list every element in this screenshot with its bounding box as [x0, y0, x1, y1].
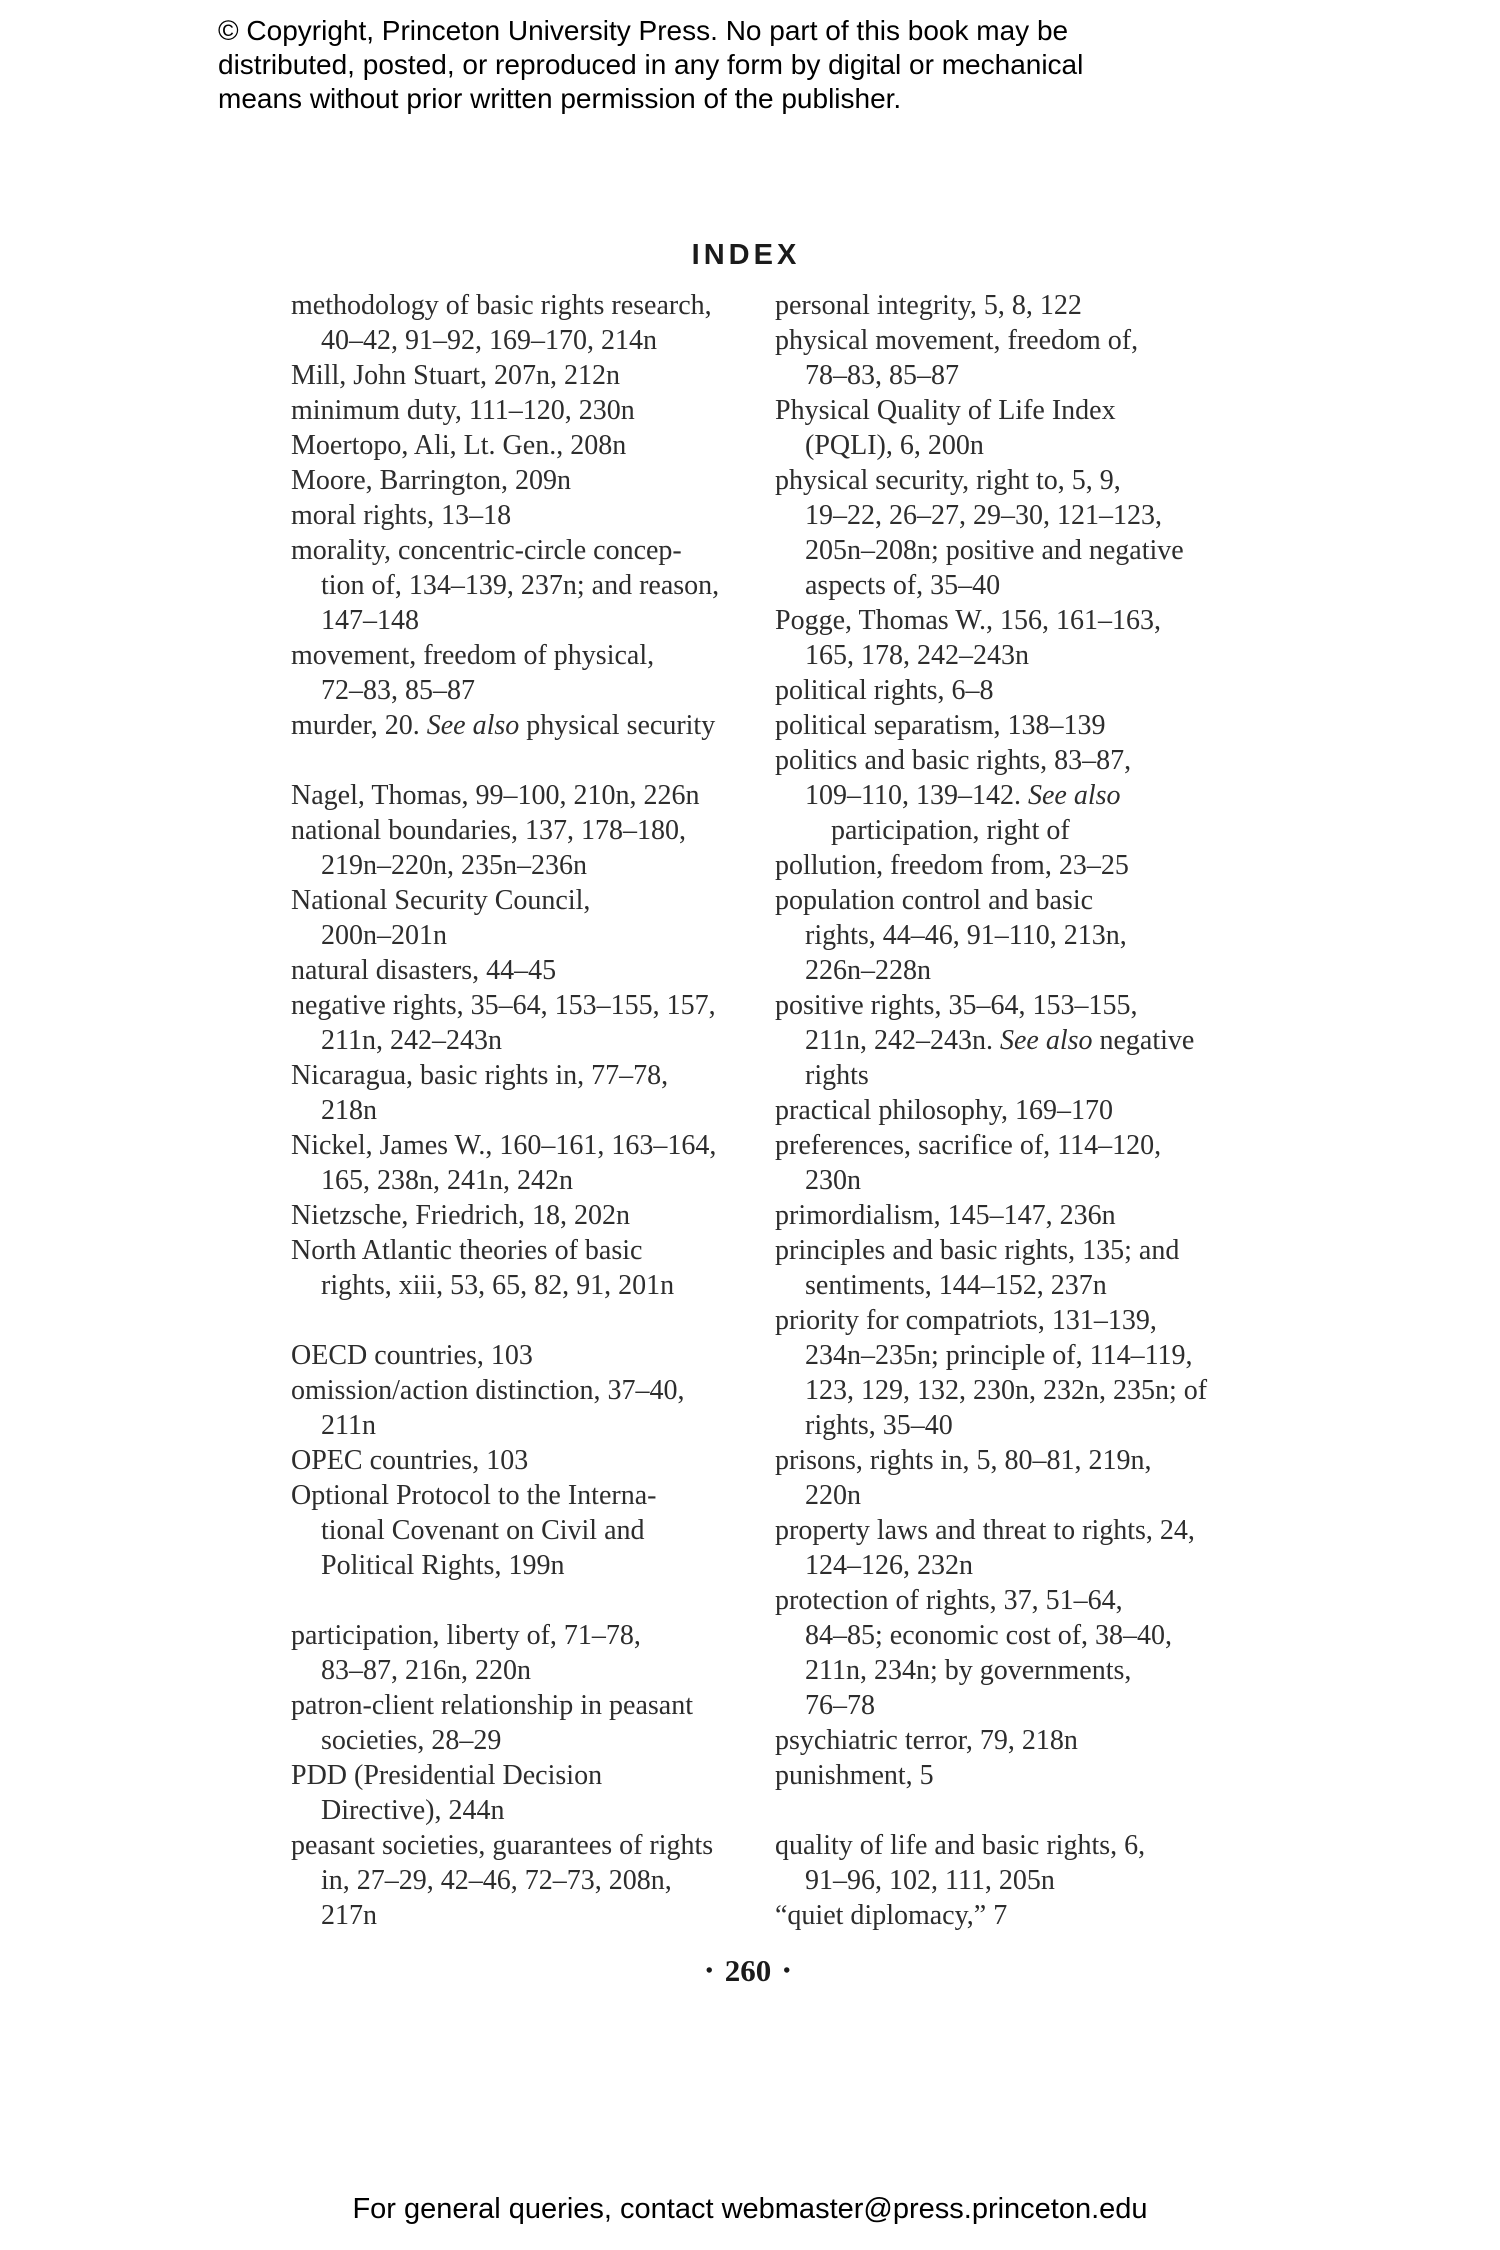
index-entry-line: physical security, right to, 5, 9, [775, 465, 1121, 496]
index-entry-line: negative rights, 35–64, 153–155, 157, [291, 990, 716, 1021]
index-entry-line: preferences, sacrifice of, 114–120, [775, 1130, 1162, 1161]
index-entry-line: 123, 129, 132, 230n, 232n, 235n; of [805, 1375, 1208, 1406]
index-entry-line: North Atlantic theories of basic [291, 1235, 643, 1266]
index-entry-line: Physical Quality of Life Index [775, 395, 1116, 426]
index-entry-line: political separatism, 138–139 [775, 710, 1106, 741]
index-entry-line: Mill, John Stuart, 207n, 212n [291, 360, 621, 391]
index-entry-line: rights, 35–40 [805, 1410, 953, 1441]
index-entry-line: 83–87, 216n, 220n [321, 1655, 531, 1686]
index-entry-line: national boundaries, 137, 178–180, [291, 815, 687, 846]
index-entry-line: 84–85; economic cost of, 38–40, [805, 1620, 1173, 1651]
index-entry-line: practical philosophy, 169–170 [775, 1095, 1114, 1126]
index-entry-line: murder, 20. See also physical security [291, 710, 716, 741]
index-entry-line: OECD countries, 103 [291, 1340, 533, 1371]
index-entry-line: 76–78 [805, 1690, 875, 1721]
index-entry-line: (PQLI), 6, 200n [805, 430, 984, 461]
index-entry-line: 220n [805, 1480, 861, 1511]
index-entry-line: morality, concentric-circle concep- [291, 535, 682, 566]
index-entry-line: 218n [321, 1095, 377, 1126]
index-entry-line: natural disasters, 44–45 [291, 955, 557, 986]
page-number-bullet-left: • [705, 1960, 713, 1982]
copyright-line: distributed, posted, or reproduced in any form by digital or mechanical [218, 49, 1084, 80]
index-entry-line: PDD (Presidential Decision [291, 1760, 603, 1791]
index-entry-line: 211n, 242–243n [321, 1025, 502, 1056]
index-entry-line: 19–22, 26–27, 29–30, 121–123, [805, 500, 1162, 531]
index-entry-line: 40–42, 91–92, 169–170, 214n [321, 325, 657, 356]
index-entry-line: 219n–220n, 235n–236n [321, 850, 587, 881]
index-entry-line: “quiet diplomacy,” 7 [775, 1900, 1008, 1931]
index-entry-line: tion of, 134–139, 237n; and reason, [321, 570, 720, 601]
index-blank-line [291, 743, 746, 778]
index-entry-line: quality of life and basic rights, 6, [775, 1830, 1146, 1861]
page-number [0, 1953, 1496, 1989]
footer-contact-text: For general queries, contact webmaster@press.princeton.edu [352, 2193, 1148, 2225]
index-entry-line: 230n [805, 1165, 861, 1196]
copyright-line: means without prior written permission of the publisher. [218, 83, 902, 114]
index-blank-line [291, 1303, 746, 1338]
page-number-value: 260 [724, 1953, 772, 1988]
index-entry-line: patron-client relationship in peasant [291, 1690, 693, 1721]
index-entry-line: property laws and threat to rights, 24, [775, 1515, 1195, 1546]
copyright-notice [218, 14, 1083, 116]
index-entry-line: minimum duty, 111–120, 230n [291, 395, 635, 426]
copyright-line: © Copyright, Princeton University Press. No part of this book may be [218, 15, 1069, 46]
index-entry-line: Moore, Barrington, 209n [291, 465, 571, 496]
index-entry-line: 91–96, 102, 111, 205n [805, 1865, 1055, 1896]
index-entry-line: societies, 28–29 [321, 1725, 502, 1756]
index-blank-line [775, 1793, 1245, 1828]
index-entry-line: National Security Council, [291, 885, 591, 916]
index-entry-line: 205n–208n; positive and negative [805, 535, 1184, 566]
index-entry-line: 211n [321, 1410, 376, 1441]
index-entry-line: 200n–201n [321, 920, 447, 951]
index-entry-line: 165, 238n, 241n, 242n [321, 1165, 573, 1196]
index-entry-line: sentiments, 144–152, 237n [805, 1270, 1107, 1301]
index-entry-line: principles and basic rights, 135; and [775, 1235, 1180, 1266]
index-blank-line [291, 1583, 746, 1618]
index-entry-line: politics and basic rights, 83–87, [775, 745, 1132, 776]
index-entry-line: rights [805, 1060, 869, 1091]
index-entry-line: Optional Protocol to the Interna- [291, 1480, 657, 1511]
index-entry-line: Nicaragua, basic rights in, 77–78, [291, 1060, 669, 1091]
index-entry-line: political rights, 6–8 [775, 675, 994, 706]
index-entry-line: methodology of basic rights research, [291, 290, 712, 321]
index-entry-line: Directive), 244n [321, 1795, 505, 1826]
index-entry-line: positive rights, 35–64, 153–155, [775, 990, 1138, 1021]
index-entry-line: Nietzsche, Friedrich, 18, 202n [291, 1200, 631, 1231]
index-entry-line: omission/action distinction, 37–40, [291, 1375, 685, 1406]
index-entry-line: Nagel, Thomas, 99–100, 210n, 226n [291, 780, 700, 811]
index-entry-line: population control and basic [775, 885, 1094, 916]
index-entry-line: aspects of, 35–40 [805, 570, 1001, 601]
index-entry-line: 211n, 242–243n. See also negative [805, 1025, 1195, 1056]
index-entry-line: 78–83, 85–87 [805, 360, 959, 391]
index-entry-line: pollution, freedom from, 23–25 [775, 850, 1129, 881]
index-entry-line: Political Rights, 199n [321, 1550, 565, 1581]
index-entry-line: priority for compatriots, 131–139, [775, 1305, 1157, 1336]
index-entry-line: physical movement, freedom of, [775, 325, 1139, 356]
index-entry-line: primordialism, 145–147, 236n [775, 1200, 1116, 1231]
index-entry-line: moral rights, 13–18 [291, 500, 512, 531]
index-entry-line: Moertopo, Ali, Lt. Gen., 208n [291, 430, 627, 461]
index-entry-line: movement, freedom of physical, [291, 640, 655, 671]
index-entry-line: Nickel, James W., 160–161, 163–164, [291, 1130, 717, 1161]
index-entry-line: participation, liberty of, 71–78, [291, 1620, 641, 1651]
index-entry-line: 217n [321, 1900, 377, 1931]
index-entry-line: 109–110, 139–142. See also [805, 780, 1121, 811]
index-entry-line: rights, 44–46, 91–110, 213n, [805, 920, 1127, 951]
index-entry-line: 165, 178, 242–243n [805, 640, 1029, 671]
index-entry-line: 147–148 [321, 605, 419, 636]
index-columns [291, 288, 1245, 1933]
index-entry-line: protection of rights, 37, 51–64, [775, 1585, 1123, 1616]
page-number-bullet-right: • [783, 1960, 791, 1982]
index-column-left [291, 288, 746, 1933]
index-column-right [775, 288, 1245, 1933]
index-entry-line: 124–126, 232n [805, 1550, 973, 1581]
index-entry-line: rights, xiii, 53, 65, 82, 91, 201n [321, 1270, 675, 1301]
index-entry-line: Pogge, Thomas W., 156, 161–163, [775, 605, 1162, 636]
index-entry-line: 226n–228n [805, 955, 931, 986]
index-entry-line: punishment, 5 [775, 1760, 934, 1791]
index-entry-line: participation, right of [831, 815, 1070, 846]
index-entry-line: personal integrity, 5, 8, 122 [775, 290, 1082, 321]
index-entry-line: in, 27–29, 42–46, 72–73, 208n, [321, 1865, 672, 1896]
index-entry-line: psychiatric terror, 79, 218n [775, 1725, 1078, 1756]
index-entry-line: 72–83, 85–87 [321, 675, 475, 706]
index-entry-line: prisons, rights in, 5, 80–81, 219n, [775, 1445, 1152, 1476]
index-entry-line: OPEC countries, 103 [291, 1445, 529, 1476]
index-entry-line: 234n–235n; principle of, 114–119, [805, 1340, 1193, 1371]
page-title: INDEX [691, 239, 801, 271]
index-entry-line: tional Covenant on Civil and [321, 1515, 645, 1546]
index-entry-line: peasant societies, guarantees of rights [291, 1830, 714, 1861]
index-entry-line: 211n, 234n; by governments, [805, 1655, 1132, 1686]
